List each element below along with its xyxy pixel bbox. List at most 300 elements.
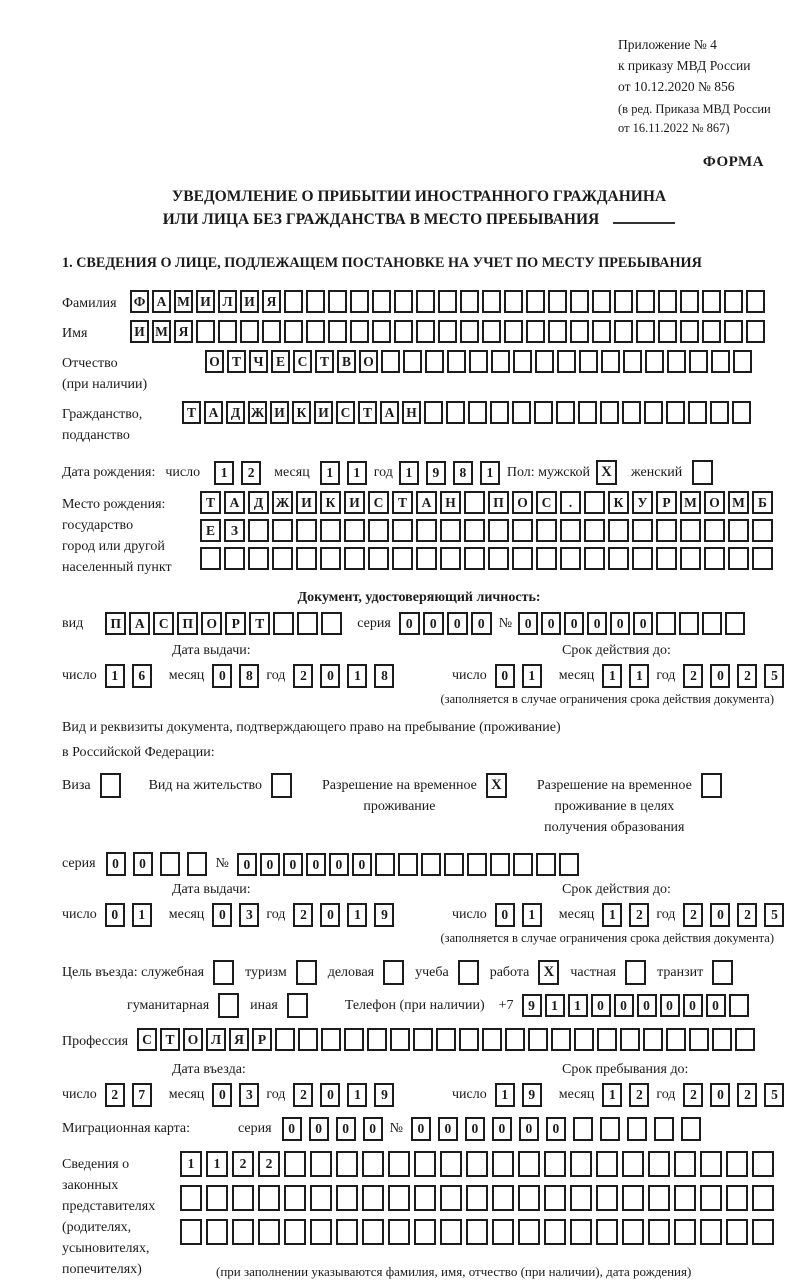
form-cell[interactable]: 0 [320,664,340,688]
form-cell[interactable]: 2 [241,461,261,485]
form-cell[interactable] [544,1185,566,1211]
form-cell[interactable] [413,1028,433,1051]
form-cell[interactable] [491,350,510,373]
form-cell[interactable] [584,547,605,570]
form-cell[interactable]: И [314,401,333,424]
form-cell[interactable] [622,1185,644,1211]
form-cell[interactable]: 0 [447,612,468,635]
form-cell[interactable] [206,1219,228,1245]
form-cell[interactable]: О [201,612,222,635]
form-cell[interactable] [321,1028,341,1051]
form-cell[interactable] [306,320,325,343]
form-cell[interactable] [206,1185,228,1211]
form-cell[interactable]: З [224,519,245,542]
gender-male-checkbox[interactable]: X [596,460,617,485]
form-cell[interactable] [513,350,532,373]
form-cell[interactable]: 0 [212,903,232,927]
form-cell[interactable] [570,1185,592,1211]
form-cell[interactable] [548,290,567,313]
form-cell[interactable]: 0 [710,1083,730,1107]
form-cell[interactable] [679,612,699,635]
form-cell[interactable]: А [224,491,245,514]
form-cell[interactable] [320,519,341,542]
form-cell[interactable] [622,1219,644,1245]
form-cell[interactable] [416,547,437,570]
form-cell[interactable]: 0 [519,1117,539,1141]
form-cell[interactable]: Я [262,290,281,313]
form-cell[interactable]: О [704,491,725,514]
form-cell[interactable]: Б [752,491,773,514]
form-cell[interactable] [574,1028,594,1051]
form-cell[interactable]: 2 [629,1083,649,1107]
form-cell[interactable]: И [270,401,289,424]
form-cell[interactable] [596,1185,618,1211]
form-cell[interactable]: С [336,401,355,424]
form-cell[interactable] [556,401,575,424]
form-cell[interactable] [732,401,751,424]
form-cell[interactable] [536,853,556,876]
form-cell[interactable] [544,1219,566,1245]
form-cell[interactable] [560,519,581,542]
form-cell[interactable] [440,547,461,570]
form-cell[interactable]: . [560,491,581,514]
form-cell[interactable] [492,1151,514,1177]
form-cell[interactable]: 1 [206,1151,228,1177]
edu-permit-checkbox[interactable] [701,773,722,798]
purpose-tourism-checkbox[interactable] [296,960,317,985]
form-cell[interactable] [424,401,443,424]
form-cell[interactable] [614,290,633,313]
form-cell[interactable]: С [153,612,174,635]
form-cell[interactable]: С [536,491,557,514]
form-cell[interactable]: Д [226,401,245,424]
form-cell[interactable] [284,320,303,343]
form-cell[interactable] [689,350,708,373]
form-cell[interactable] [460,320,479,343]
form-cell[interactable]: 0 [133,852,153,876]
form-cell[interactable]: А [152,290,171,313]
form-cell[interactable]: 1 [214,461,234,485]
form-cell[interactable]: 0 [471,612,492,635]
form-cell[interactable]: 2 [737,664,757,688]
form-cell[interactable] [447,350,466,373]
form-cell[interactable] [712,1028,732,1051]
form-cell[interactable] [656,612,676,635]
form-cell[interactable]: А [204,401,223,424]
form-cell[interactable] [482,290,501,313]
form-cell[interactable]: 1 [399,461,419,485]
form-cell[interactable]: 1 [480,461,500,485]
form-cell[interactable]: У [632,491,653,514]
form-cell[interactable] [403,350,422,373]
form-cell[interactable] [636,290,655,313]
form-cell[interactable] [548,320,567,343]
form-cell[interactable] [544,1151,566,1177]
form-cell[interactable] [729,994,749,1017]
form-cell[interactable]: 2 [258,1151,280,1177]
form-cell[interactable] [636,320,655,343]
form-cell[interactable]: 2 [683,664,703,688]
form-cell[interactable] [688,401,707,424]
form-cell[interactable]: 1 [522,903,542,927]
form-cell[interactable]: 9 [522,1083,542,1107]
form-cell[interactable] [560,547,581,570]
form-cell[interactable] [512,519,533,542]
form-cell[interactable] [614,320,633,343]
form-cell[interactable]: 0 [212,664,232,688]
form-cell[interactable] [425,350,444,373]
form-cell[interactable]: 0 [541,612,561,635]
form-cell[interactable] [390,1028,410,1051]
form-cell[interactable]: 0 [423,612,444,635]
form-cell[interactable] [608,547,629,570]
form-cell[interactable] [726,1219,748,1245]
form-cell[interactable] [746,320,765,343]
form-cell[interactable]: Ч [249,350,268,373]
form-cell[interactable]: О [205,350,224,373]
form-cell[interactable] [681,1117,701,1141]
form-cell[interactable] [728,519,749,542]
purpose-study-checkbox[interactable] [458,960,479,985]
form-cell[interactable]: 0 [306,853,326,876]
form-cell[interactable]: 1 [347,1083,367,1107]
form-cell[interactable] [232,1185,254,1211]
form-cell[interactable]: 0 [587,612,607,635]
form-cell[interactable]: С [293,350,312,373]
form-cell[interactable] [436,1028,456,1051]
form-cell[interactable] [658,320,677,343]
form-cell[interactable] [490,853,510,876]
form-cell[interactable] [700,1151,722,1177]
form-cell[interactable]: 5 [764,1083,784,1107]
form-cell[interactable]: 0 [105,903,125,927]
form-cell[interactable] [702,290,721,313]
form-cell[interactable]: Ж [248,401,267,424]
form-cell[interactable] [488,547,509,570]
form-cell[interactable]: 0 [495,903,515,927]
form-cell[interactable]: П [488,491,509,514]
form-cell[interactable] [526,320,545,343]
form-cell[interactable] [578,401,597,424]
form-cell[interactable]: 0 [282,1117,302,1141]
form-cell[interactable] [200,547,221,570]
form-cell[interactable]: 2 [293,1083,313,1107]
form-cell[interactable] [700,1185,722,1211]
form-cell[interactable] [570,320,589,343]
form-cell[interactable] [735,1028,755,1051]
form-cell[interactable] [272,519,293,542]
purpose-service-checkbox[interactable] [213,960,234,985]
form-cell[interactable] [658,290,677,313]
form-cell[interactable] [321,612,342,635]
form-cell[interactable] [666,1028,686,1051]
form-cell[interactable] [398,853,418,876]
form-cell[interactable] [414,1151,436,1177]
form-cell[interactable] [438,290,457,313]
form-cell[interactable]: 0 [637,994,657,1017]
form-cell[interactable]: Т [160,1028,180,1051]
form-cell[interactable]: М [680,491,701,514]
form-cell[interactable]: И [296,491,317,514]
form-cell[interactable]: 0 [492,1117,512,1141]
form-cell[interactable] [466,1219,488,1245]
form-cell[interactable]: 1 [629,664,649,688]
form-cell[interactable]: 0 [465,1117,485,1141]
form-cell[interactable]: 0 [438,1117,458,1141]
form-cell[interactable] [375,853,395,876]
form-cell[interactable] [627,1117,647,1141]
form-cell[interactable] [724,290,743,313]
form-cell[interactable]: Р [252,1028,272,1051]
form-cell[interactable]: 2 [737,1083,757,1107]
form-cell[interactable]: 0 [283,853,303,876]
form-cell[interactable]: 1 [132,903,152,927]
form-cell[interactable]: 0 [237,853,257,876]
form-cell[interactable]: 0 [564,612,584,635]
form-cell[interactable]: 5 [764,903,784,927]
form-cell[interactable]: И [240,290,259,313]
form-cell[interactable] [440,1219,462,1245]
form-cell[interactable] [710,401,729,424]
place-blank-line[interactable] [613,222,675,224]
form-cell[interactable] [666,401,685,424]
gender-female-checkbox[interactable] [692,460,713,485]
form-cell[interactable] [416,320,435,343]
form-cell[interactable] [570,1151,592,1177]
form-cell[interactable]: 0 [706,994,726,1017]
form-cell[interactable]: М [152,320,171,343]
form-cell[interactable]: 0 [546,1117,566,1141]
form-cell[interactable] [388,1219,410,1245]
form-cell[interactable] [350,290,369,313]
form-cell[interactable] [622,401,641,424]
form-cell[interactable] [258,1185,280,1211]
form-cell[interactable]: 1 [522,664,542,688]
form-cell[interactable]: Я [229,1028,249,1051]
form-cell[interactable] [536,547,557,570]
form-cell[interactable] [466,1185,488,1211]
form-cell[interactable] [726,1151,748,1177]
form-cell[interactable]: А [129,612,150,635]
form-cell[interactable]: Л [206,1028,226,1051]
form-cell[interactable] [248,519,269,542]
form-cell[interactable] [440,1151,462,1177]
form-cell[interactable] [490,401,509,424]
form-cell[interactable]: 0 [352,853,372,876]
form-cell[interactable] [592,320,611,343]
form-cell[interactable]: 8 [239,664,259,688]
form-cell[interactable] [392,547,413,570]
form-cell[interactable] [704,547,725,570]
form-cell[interactable] [372,320,391,343]
form-cell[interactable] [320,547,341,570]
form-cell[interactable] [689,1028,709,1051]
form-cell[interactable]: И [344,491,365,514]
form-cell[interactable]: И [196,290,215,313]
form-cell[interactable] [680,320,699,343]
form-cell[interactable] [464,547,485,570]
form-cell[interactable] [632,547,653,570]
form-cell[interactable] [372,290,391,313]
form-cell[interactable] [460,290,479,313]
form-cell[interactable]: П [105,612,126,635]
form-cell[interactable]: М [728,491,749,514]
form-cell[interactable] [248,547,269,570]
form-cell[interactable] [648,1185,670,1211]
form-cell[interactable] [570,1219,592,1245]
form-cell[interactable]: 0 [591,994,611,1017]
form-cell[interactable] [438,320,457,343]
form-cell[interactable] [196,320,215,343]
temp-permit-checkbox[interactable]: X [486,773,507,798]
form-cell[interactable] [656,519,677,542]
form-cell[interactable] [620,1028,640,1051]
form-cell[interactable] [464,519,485,542]
form-cell[interactable]: 1 [347,903,367,927]
form-cell[interactable] [328,290,347,313]
form-cell[interactable] [296,547,317,570]
form-cell[interactable]: Е [200,519,221,542]
form-cell[interactable]: 1 [180,1151,202,1177]
form-cell[interactable]: 6 [132,664,152,688]
form-cell[interactable] [513,853,533,876]
form-cell[interactable] [394,290,413,313]
form-cell[interactable] [482,320,501,343]
form-cell[interactable] [518,1151,540,1177]
form-cell[interactable] [328,320,347,343]
form-cell[interactable]: К [608,491,629,514]
form-cell[interactable] [711,350,730,373]
form-cell[interactable] [623,350,642,373]
form-cell[interactable] [388,1151,410,1177]
form-cell[interactable]: 0 [411,1117,431,1141]
form-cell[interactable] [752,1185,774,1211]
form-cell[interactable] [656,547,677,570]
form-cell[interactable] [725,612,745,635]
form-cell[interactable] [680,519,701,542]
form-cell[interactable] [362,1151,384,1177]
form-cell[interactable] [645,350,664,373]
form-cell[interactable] [601,350,620,373]
form-cell[interactable]: 0 [260,853,280,876]
form-cell[interactable] [608,519,629,542]
form-cell[interactable] [674,1185,696,1211]
form-cell[interactable] [464,491,485,514]
form-cell[interactable] [632,519,653,542]
form-cell[interactable] [336,1185,358,1211]
form-cell[interactable] [654,1117,674,1141]
form-cell[interactable]: 0 [336,1117,356,1141]
form-cell[interactable]: И [130,320,149,343]
form-cell[interactable] [584,491,605,514]
form-cell[interactable] [488,519,509,542]
form-cell[interactable]: 1 [545,994,565,1017]
form-cell[interactable] [275,1028,295,1051]
form-cell[interactable]: 0 [399,612,420,635]
form-cell[interactable]: 0 [309,1117,329,1141]
form-cell[interactable] [752,519,773,542]
form-cell[interactable] [414,1219,436,1245]
form-cell[interactable] [674,1151,696,1177]
form-cell[interactable]: 8 [374,664,394,688]
form-cell[interactable] [272,547,293,570]
form-cell[interactable]: Ж [272,491,293,514]
form-cell[interactable] [579,350,598,373]
form-cell[interactable]: Р [656,491,677,514]
form-cell[interactable] [350,320,369,343]
form-cell[interactable] [667,350,686,373]
form-cell[interactable] [284,1151,306,1177]
form-cell[interactable] [310,1151,332,1177]
form-cell[interactable] [724,320,743,343]
form-cell[interactable] [297,612,318,635]
form-cell[interactable] [336,1219,358,1245]
form-cell[interactable] [224,547,245,570]
form-cell[interactable]: Т [200,491,221,514]
form-cell[interactable] [444,853,464,876]
form-cell[interactable] [180,1219,202,1245]
form-cell[interactable]: 1 [105,664,125,688]
form-cell[interactable]: 9 [522,994,542,1017]
form-cell[interactable] [557,350,576,373]
form-cell[interactable] [368,547,389,570]
form-cell[interactable]: Р [225,612,246,635]
form-cell[interactable] [284,1219,306,1245]
form-cell[interactable]: 3 [239,903,259,927]
form-cell[interactable] [674,1219,696,1245]
form-cell[interactable] [310,1185,332,1211]
form-cell[interactable] [414,1185,436,1211]
form-cell[interactable] [600,401,619,424]
form-cell[interactable] [746,290,765,313]
form-cell[interactable] [528,1028,548,1051]
form-cell[interactable] [702,612,722,635]
form-cell[interactable]: 0 [363,1117,383,1141]
form-cell[interactable]: 2 [293,664,313,688]
form-cell[interactable]: 0 [212,1083,232,1107]
form-cell[interactable] [728,547,749,570]
form-cell[interactable] [726,1185,748,1211]
form-cell[interactable] [240,320,259,343]
form-cell[interactable] [394,320,413,343]
form-cell[interactable] [421,853,441,876]
form-cell[interactable] [704,519,725,542]
form-cell[interactable] [466,1151,488,1177]
form-cell[interactable] [596,1151,618,1177]
form-cell[interactable]: 1 [347,461,367,485]
form-cell[interactable] [644,401,663,424]
form-cell[interactable]: 9 [374,1083,394,1107]
form-cell[interactable]: Т [227,350,246,373]
form-cell[interactable]: 0 [610,612,630,635]
form-cell[interactable] [492,1185,514,1211]
form-cell[interactable]: 8 [453,461,473,485]
form-cell[interactable]: О [183,1028,203,1051]
purpose-humanitarian-checkbox[interactable] [218,993,239,1018]
form-cell[interactable] [232,1219,254,1245]
form-cell[interactable]: В [337,350,356,373]
form-cell[interactable] [362,1219,384,1245]
form-cell[interactable] [535,350,554,373]
form-cell[interactable] [298,1028,318,1051]
form-cell[interactable]: Я [174,320,193,343]
form-cell[interactable] [368,519,389,542]
form-cell[interactable] [584,519,605,542]
form-cell[interactable] [296,519,317,542]
form-cell[interactable]: С [137,1028,157,1051]
form-cell[interactable]: К [320,491,341,514]
form-cell[interactable] [284,290,303,313]
